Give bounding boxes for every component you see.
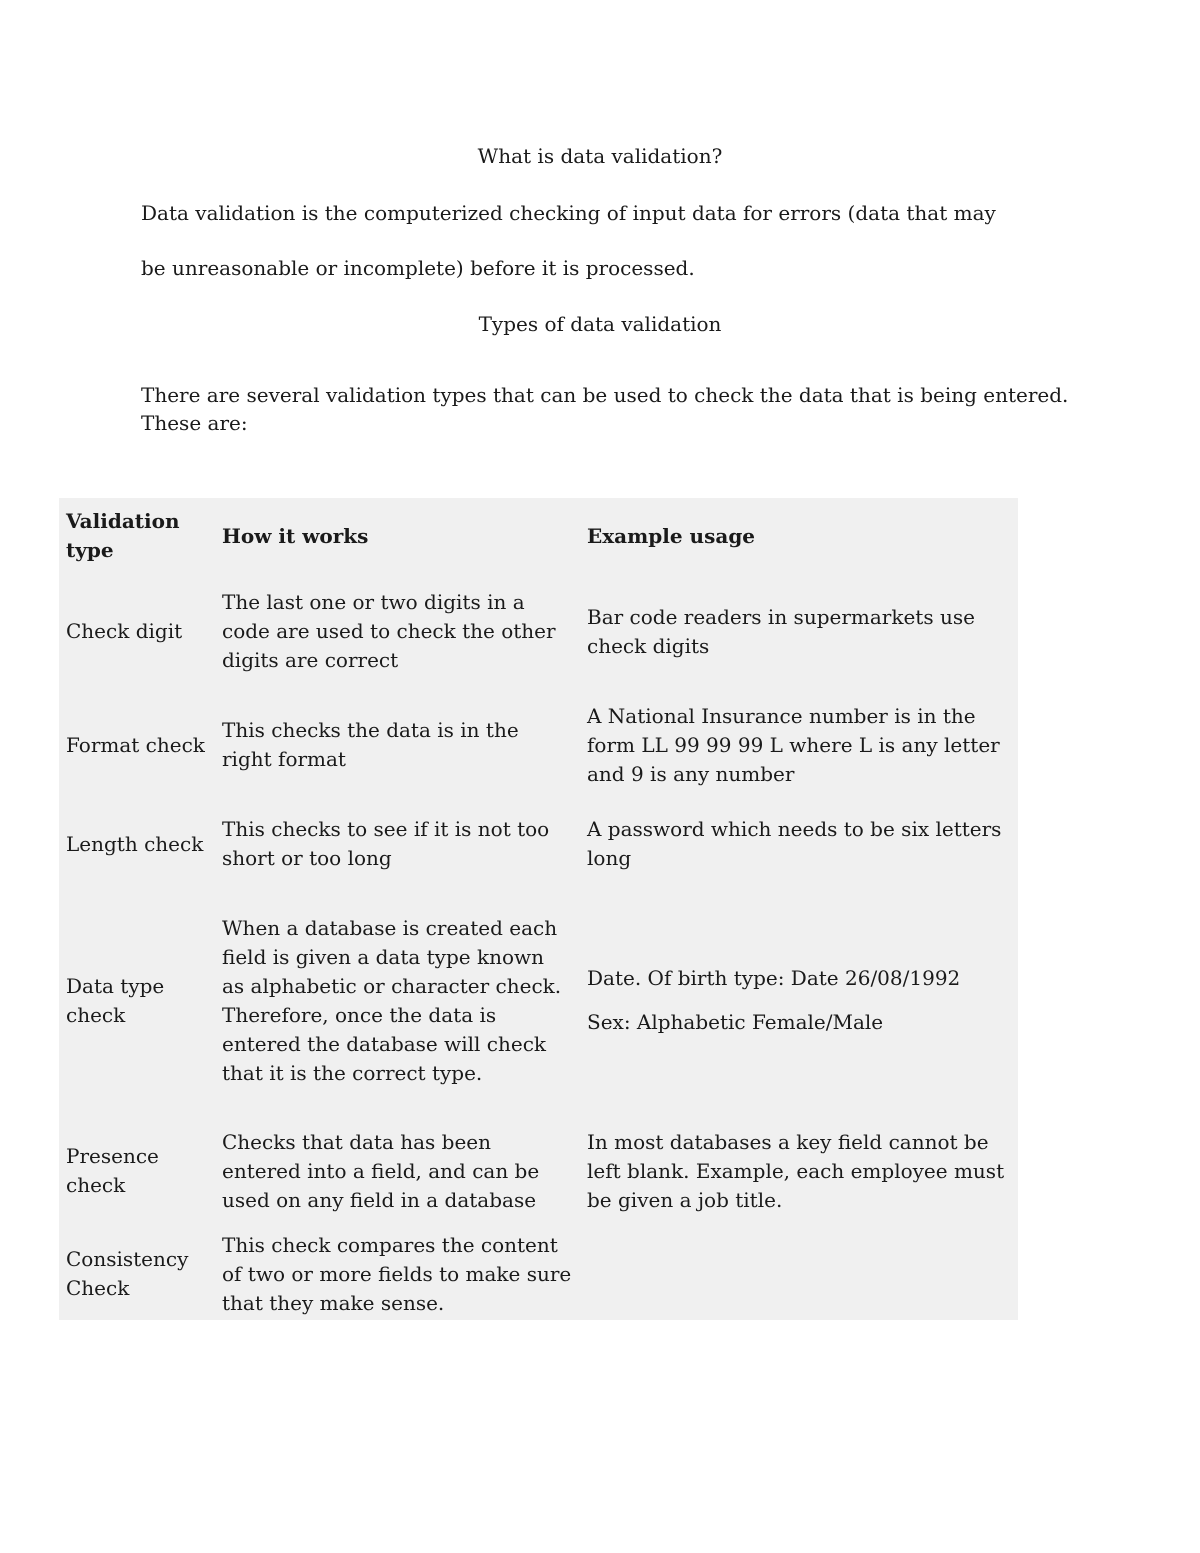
cell-how-it-works: This checks to see if it is not too short or too long <box>222 817 550 870</box>
cell-example-usage <box>580 1114 1018 1228</box>
cell-validation-type: Format check <box>66 732 205 757</box>
cell-example-usage <box>580 574 1018 689</box>
cell-how-it-works: This checks the data is in the right format <box>222 718 519 771</box>
cell-example-usage <box>580 801 1018 887</box>
cell-example-usage <box>580 689 1018 801</box>
example-line: Date. Of birth type: Date 26/08/1992 <box>587 966 961 990</box>
cell-validation-type: Check digit <box>66 619 183 643</box>
header-example-usage: Example usage <box>587 523 756 548</box>
cell-validation-type: Presence check <box>66 1144 159 1197</box>
example-line: A National Insurance number is in the form LL 99 99 99 L where L is any letter and 9 is any number <box>587 703 1000 786</box>
table-row <box>59 801 1018 887</box>
example-line: A password which needs to be six letters long <box>587 817 1002 870</box>
cell-how-it-works: When a database is created each field is given a data type known as alphabetic or character check. Therefore, once the data is entered the database will check that it is the correct type. <box>222 915 562 1085</box>
example-line: Sex: Alphabetic Female/Male <box>587 1010 884 1034</box>
document-title: What is data validation? <box>477 144 723 168</box>
section-title: Types of data validation <box>478 312 722 336</box>
cell-how-it-works: Checks that data has been entered into a field, and can be used on any field in a database <box>222 1129 540 1212</box>
cell-validation-type: Length check <box>66 831 204 856</box>
example-line: Bar code readers in supermarkets use check digits <box>587 604 975 658</box>
cell-example-usage <box>580 1228 1018 1320</box>
cell-how-it-works: The last one or two digits in a code are used to check the other digits are correct <box>222 590 556 672</box>
table-row <box>59 1228 1018 1320</box>
cell-example-usage <box>580 887 1018 1114</box>
types-intro-paragraph: There are several validation types that can be used to check the data that is being entered. These are: <box>141 383 1069 435</box>
table-row <box>59 887 1018 1114</box>
cell-validation-type: Consistency Check <box>66 1247 189 1300</box>
intro-paragraph: Data validation is the computerized checking of input data for errors (data that may be unreasonable or incomplete) before it is processed. <box>141 201 996 280</box>
table-header-row <box>59 498 1018 574</box>
cell-validation-type: Data type check <box>66 973 165 1027</box>
validation-types-table <box>59 498 1018 1320</box>
example-line: In most databases a key field cannot be left blank. Example, each employee must be given a job title. <box>587 1129 1005 1212</box>
header-how-it-works: How it works <box>222 523 369 548</box>
table-row <box>59 574 1018 689</box>
cell-how-it-works: This check compares the content of two or more fields to make sure that they make sense. <box>222 1232 572 1315</box>
header-validation-type: Validation type <box>66 509 180 562</box>
table-row <box>59 1114 1018 1228</box>
table-row <box>59 689 1018 801</box>
